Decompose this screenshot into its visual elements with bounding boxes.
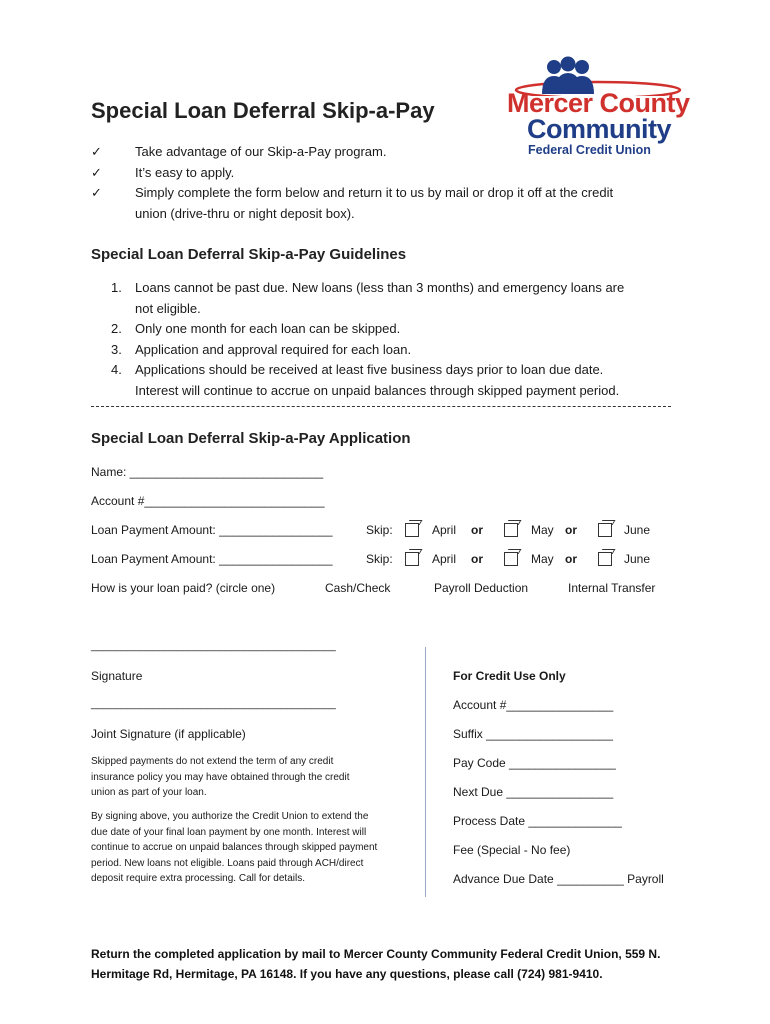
april-checkbox[interactable]	[405, 523, 419, 537]
checklist-item: ✓ Take advantage of our Skip-a-Pay program.	[91, 142, 613, 163]
or-label: or	[565, 552, 577, 566]
process-date-field[interactable]: Process Date ______________	[453, 814, 622, 828]
advance-due-date-field[interactable]: Advance Due Date __________ Payroll	[453, 872, 664, 886]
checkmark-icon: ✓	[91, 144, 102, 159]
application-heading: Special Loan Deferral Skip-a-Pay Application	[91, 430, 411, 447]
return-instructions: Return the completed application by mail to Mercer County Community Federal Credit Union, 559 N. Hermitage Rd, Hermitage, PA 16148. If you have any questions, please call (724) 981-9410.	[91, 947, 661, 981]
may-label: May	[531, 523, 554, 537]
fee-field[interactable]: Fee (Special - No fee)	[453, 843, 571, 857]
intro-checklist	[91, 142, 613, 224]
april-label: April	[432, 552, 457, 566]
list-item: 2. Only one month for each loan can be skipped.	[111, 321, 401, 336]
april-label: April	[432, 523, 457, 537]
logo-name-line3: Federal Credit Union	[528, 143, 651, 157]
logo-name-line2: Community	[527, 114, 671, 144]
may-checkbox[interactable]	[504, 523, 518, 537]
skip-label: Skip:	[366, 552, 393, 566]
payroll-deduction-option[interactable]: Payroll Deduction	[434, 581, 529, 595]
list-item-continued: Interest will continue to accrue on unpaid balances through skipped payment period.	[135, 382, 620, 398]
may-checkbox[interactable]	[504, 552, 518, 566]
disclaimer-insurance: Skipped payments do not extend the term of any credit insurance policy you may have obtained through the credit union as part of your loan.	[91, 756, 350, 798]
guidelines-heading: Special Loan Deferral Skip-a-Pay Guidelines	[91, 246, 407, 263]
loan-payment-amount-field[interactable]: Loan Payment Amount: _________________	[91, 523, 333, 537]
list-item: 4. Applications should be received at least five business days prior to loan due date.	[111, 362, 604, 377]
april-checkbox[interactable]	[405, 552, 419, 566]
credit-account-field[interactable]: Account #________________	[453, 698, 614, 712]
list-item: 1. Loans cannot be past due. New loans (less than 3 months) and emergency loans are	[111, 280, 625, 295]
guidelines-list	[91, 278, 624, 401]
list-item: 3. Application and approval required for each loan.	[111, 341, 412, 357]
joint-signature-line[interactable]: ________________________________________	[91, 698, 336, 710]
payment-method-question: How is your loan paid? (circle one)	[91, 581, 276, 595]
may-label: May	[531, 552, 554, 566]
checklist-item: ✓ Simply complete the form below and return it to us by mail or drop it off at the credit	[91, 183, 613, 204]
june-label: June	[624, 552, 651, 566]
checkmark-icon: ✓	[91, 164, 102, 180]
june-checkbox[interactable]	[598, 552, 612, 566]
column-divider	[425, 647, 426, 897]
next-due-field[interactable]: Next Due ________________	[453, 785, 614, 799]
credit-use-heading: For Credit Use Only	[453, 669, 566, 683]
skip-label: Skip:	[366, 523, 393, 537]
checklist-item: ✓ It’s easy to apply.	[91, 163, 613, 184]
signature-line[interactable]: ________________________________________	[91, 640, 336, 652]
cut-line-divider	[91, 406, 671, 407]
loan-payment-amount-field[interactable]: Loan Payment Amount: _________________	[91, 552, 333, 566]
or-label: or	[471, 523, 483, 537]
internal-transfer-option[interactable]: Internal Transfer	[568, 581, 656, 595]
june-checkbox[interactable]	[598, 523, 612, 537]
june-label: June	[624, 523, 651, 537]
account-field[interactable]: Account #___________________________	[91, 494, 325, 508]
signature-label: Signature	[91, 669, 143, 683]
list-item-continued: not eligible.	[135, 300, 201, 316]
or-label: or	[471, 552, 483, 566]
checklist-item-continued: union (drive-thru or night deposit box).	[135, 205, 355, 221]
name-field[interactable]: Name: _____________________________	[91, 465, 324, 479]
checkmark-icon: ✓	[91, 185, 102, 200]
suffix-field[interactable]: Suffix ___________________	[453, 727, 613, 741]
joint-signature-label: Joint Signature (if applicable)	[91, 727, 246, 741]
pay-code-field[interactable]: Pay Code ________________	[453, 756, 616, 770]
or-label: or	[565, 523, 577, 537]
page-title: Special Loan Deferral Skip-a-Pay	[91, 98, 435, 123]
cash-check-option[interactable]: Cash/Check	[325, 581, 391, 595]
logo-name-line1: Mercer County	[507, 88, 690, 118]
disclaimer-authorization: By signing above, you authorize the Credit Union to extend the due date of your final loan payment by one month. Interest will continue to accrue on unpaid balances through skipped payment period. New loans not eligible. Loans paid through ACH/direct deposit require extra processing. Call for details.	[91, 811, 378, 884]
